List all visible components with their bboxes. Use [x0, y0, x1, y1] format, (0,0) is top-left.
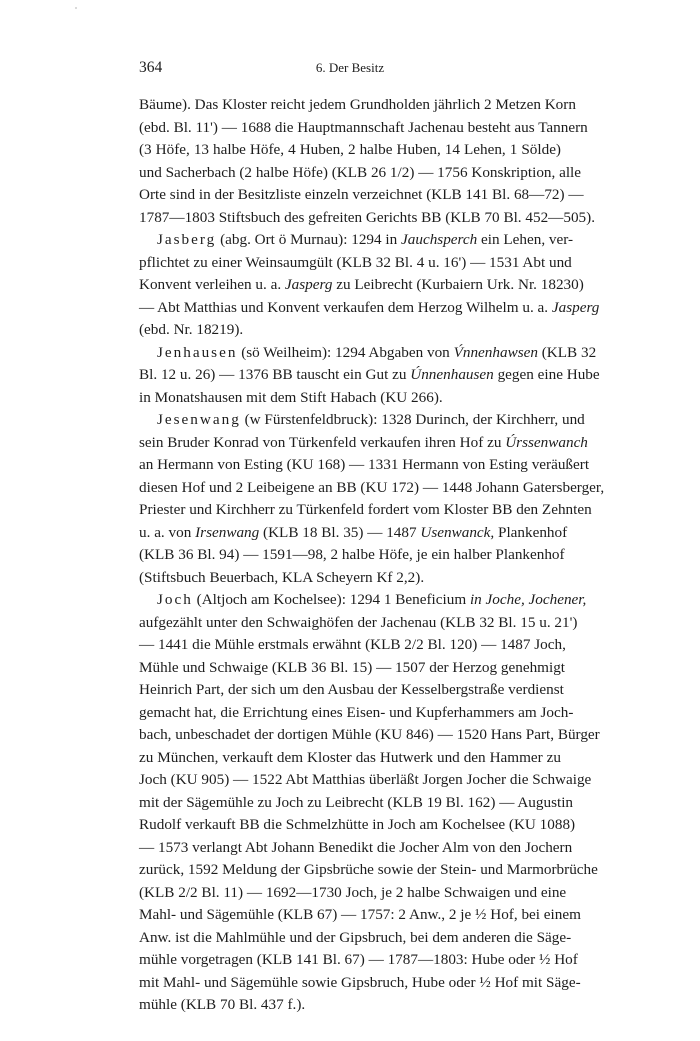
line-text: (KLB 32	[537, 343, 597, 361]
line-text: (ebd. Nr. 18219).	[139, 321, 244, 338]
scan-speck	[75, 7, 77, 9]
text-line	[139, 927, 572, 950]
line-text: (3 Höfe, 13 halbe Höfe, 4 Huben, 2 halbe Huben, 14 Lehen, 1 Sölde)	[139, 141, 561, 158]
line-text: mühle (KLB 70 Bl. 437 f.).	[139, 996, 306, 1013]
text-line	[139, 207, 595, 230]
text-line	[139, 949, 578, 972]
text-line	[139, 477, 605, 500]
italic-term: in Joche, Jochener,	[469, 591, 587, 608]
italic-term: Úrssenwanch	[505, 433, 588, 451]
text-line	[139, 634, 566, 657]
text-line	[139, 139, 561, 162]
text-line	[139, 387, 561, 410]
text-line	[139, 432, 588, 455]
page-header	[139, 59, 561, 81]
italic-term: V́nnenhawsen	[453, 343, 538, 361]
line-text: Heinrich Part, der sich um den Ausbau der Kesselbergstraße verdienst	[139, 681, 564, 698]
text-line	[139, 409, 585, 432]
text-line	[139, 364, 600, 387]
line-text: pflichtet zu einer Weinsaumgült (KLB 32 Bl. 4 u. 16') — 1531 Abt und	[139, 253, 572, 271]
text-line	[139, 612, 578, 635]
text-line	[139, 94, 576, 117]
text-line	[139, 499, 592, 522]
line-text: aufgezählt unter den Schwaighöfen der Jachenau (KLB 32 Bl. 15 u. 21')	[139, 613, 578, 631]
line-text: Plankenhof	[494, 523, 568, 541]
text-line	[139, 297, 600, 320]
line-text: (sö Weilheim): 1294 Abgaben von	[237, 343, 454, 361]
entry-heading: Joch	[157, 591, 193, 608]
line-text: zu Leibrecht (Kurbaiern Urk. Nr. 18230)	[332, 276, 584, 293]
body-text	[139, 94, 605, 1017]
entry-heading: Jasberg	[157, 231, 217, 248]
line-text: (KLB 36 Bl. 94) — 1591—98, 2 halbe Höfe, je ein halber Plankenhof	[139, 546, 565, 563]
line-text: — Abt Matthias und Konvent verkaufen dem Herzog Wilhelm u. a.	[139, 298, 552, 316]
text-line	[139, 859, 598, 882]
text-line	[139, 747, 561, 770]
italic-term: Jauchsperch	[401, 231, 478, 248]
text-line	[139, 814, 576, 837]
line-text: in Monatshausen mit dem Stift Habach (KU 266).	[139, 388, 443, 406]
line-text: (KLB 18 Bl. 35) — 1487	[259, 523, 421, 541]
line-text: mit der Sägemühle zu Joch zu Leibrecht (KLB 19 Bl. 162) — Augustin	[139, 793, 574, 811]
line-text: — 1573 verlangt Abt Johann Benedikt die Jocher Alm von den Jochern	[139, 838, 573, 856]
line-text: (Stiftsbuch Beuerbach, KLA Scheyern Kf 2,2).	[139, 568, 425, 586]
entry-heading: Jesenwang	[157, 411, 241, 428]
italic-term: Únnenhausen	[410, 366, 494, 383]
text-line	[139, 117, 588, 140]
line-text: und Sacherbach (2 halbe Höfe) (KLB 26 1/2) — 1756 Konskription, alle	[139, 163, 582, 181]
italic-term: Usenwanck,	[420, 523, 495, 541]
text-line	[139, 184, 584, 207]
text-line	[139, 454, 590, 477]
line-text: zurück, 1592 Meldung der Gipsbrüche sowie der Stein- und Marmorbrüche	[139, 861, 598, 878]
text-block	[139, 94, 605, 1017]
line-text: Bl. 12 u. 26) — 1376 BB tauscht ein Gut zu	[139, 366, 411, 383]
line-text: (ebd. Bl. 11') — 1688 die Hauptmannschaft Jachenau besteht aus Tannern	[139, 118, 588, 136]
entry-heading: Jenhausen	[157, 343, 238, 361]
line-text: u. a. von	[139, 523, 196, 541]
italic-term: Jasperg	[551, 298, 600, 316]
line-text: Joch (KU 905) — 1522 Abt Matthias überläßt Jorgen Jocher die Schwaige	[139, 771, 592, 788]
line-text: (KLB 2/2 Bl. 11) — 1692—1730 Joch, je 2 halbe Schwaigen und eine	[139, 883, 567, 901]
line-text: (abg. Ort ö Murnau): 1294 in	[216, 231, 402, 248]
line-text: (w Fürstenfeldbruck): 1328 Durinch, der Kirchherr, und	[240, 411, 585, 428]
running-head: 6. Der Besitz	[315, 60, 385, 75]
line-text: Konvent verleihen u. a.	[139, 276, 285, 293]
line-text: gegen eine Hube	[493, 366, 600, 383]
text-line	[139, 904, 581, 927]
text-line	[139, 567, 561, 590]
line-text: mühle vorgetragen (KLB 141 Bl. 67) — 1787—1803: Hube oder ½ Hof	[139, 951, 578, 968]
text-line	[139, 319, 561, 342]
line-text: Anw. ist die Mahlmühle und der Gipsbruch, bei dem anderen die Säge-	[139, 928, 572, 946]
page-number: 364	[139, 59, 163, 76]
line-text: Rudolf verkauft BB die Schmelzhütte in Joch am Kochelsee (KU 1088)	[139, 816, 576, 833]
line-text: zu München, verkauft dem Kloster das Hutwerk und den Hammer zu	[139, 748, 561, 766]
line-text: gemacht hat, die Errichtung eines Eisen- und Kupferhammers am Joch-	[139, 703, 574, 721]
text-line	[139, 882, 567, 905]
text-line	[139, 589, 587, 612]
line-text: Mühle und Schwaige (KLB 36 Bl. 15) — 1507 der Herzog genehmigt	[139, 658, 566, 676]
line-text: Mahl- und Sägemühle (KLB 67) — 1757: 2 Anw., 2 je ½ Hof, bei einem	[139, 906, 581, 923]
text-line	[139, 702, 574, 725]
text-line	[139, 544, 565, 567]
text-line	[139, 252, 572, 275]
line-text: bach, unbeschadet der dortigen Mühle (KU 846) — 1520 Hans Part, Bürger	[139, 726, 600, 743]
text-line	[139, 769, 592, 792]
line-text: diesen Hof und 2 Leibeigene an BB (KU 172) — 1448 Johann Gatersberger,	[139, 478, 605, 496]
text-line	[139, 972, 581, 995]
text-line	[139, 837, 573, 860]
text-line	[139, 994, 561, 1017]
line-text: Priester und Kirchherr zu Türkenfeld fordert vom Kloster BB den Zehnten	[139, 501, 592, 518]
italic-term: Jasperg	[284, 276, 333, 293]
line-text: (Altjoch am Kochelsee): 1294 1 Beneficium	[192, 591, 470, 608]
line-text: — 1441 die Mühle erstmals erwähnt (KLB 2/2 Bl. 120) — 1487 Joch,	[139, 636, 566, 653]
text-line	[139, 657, 566, 680]
line-text: sein Bruder Konrad von Türkenfeld verkaufen ihren Hof zu	[139, 433, 506, 451]
italic-term: Irsenwang	[195, 523, 260, 541]
line-text: mit Mahl- und Sägemühle sowie Gipsbruch, Hube oder ½ Hof mit Säge-	[139, 973, 581, 991]
line-text: Bäume). Das Kloster reicht jedem Grundholden jährlich 2 Metzen Korn	[139, 96, 576, 113]
line-text: ein Lehen, ver-	[477, 231, 574, 248]
text-line	[139, 229, 574, 252]
text-line	[139, 342, 597, 365]
text-line	[139, 724, 600, 747]
line-text: Orte sind in der Besitzliste einzeln verzeichnet (KLB 141 Bl. 68—72) —	[139, 186, 584, 203]
text-line	[139, 522, 568, 545]
text-line	[139, 792, 574, 815]
text-line	[139, 162, 582, 185]
text-line	[139, 274, 584, 297]
line-text: an Hermann von Esting (KU 168) — 1331 Hermann von Esting veräußert	[139, 456, 590, 473]
line-text: 1787—1803 Stiftsbuch des gefreiten Gerichts BB (KLB 70 Bl. 452—505).	[139, 208, 595, 226]
text-line	[139, 679, 564, 702]
